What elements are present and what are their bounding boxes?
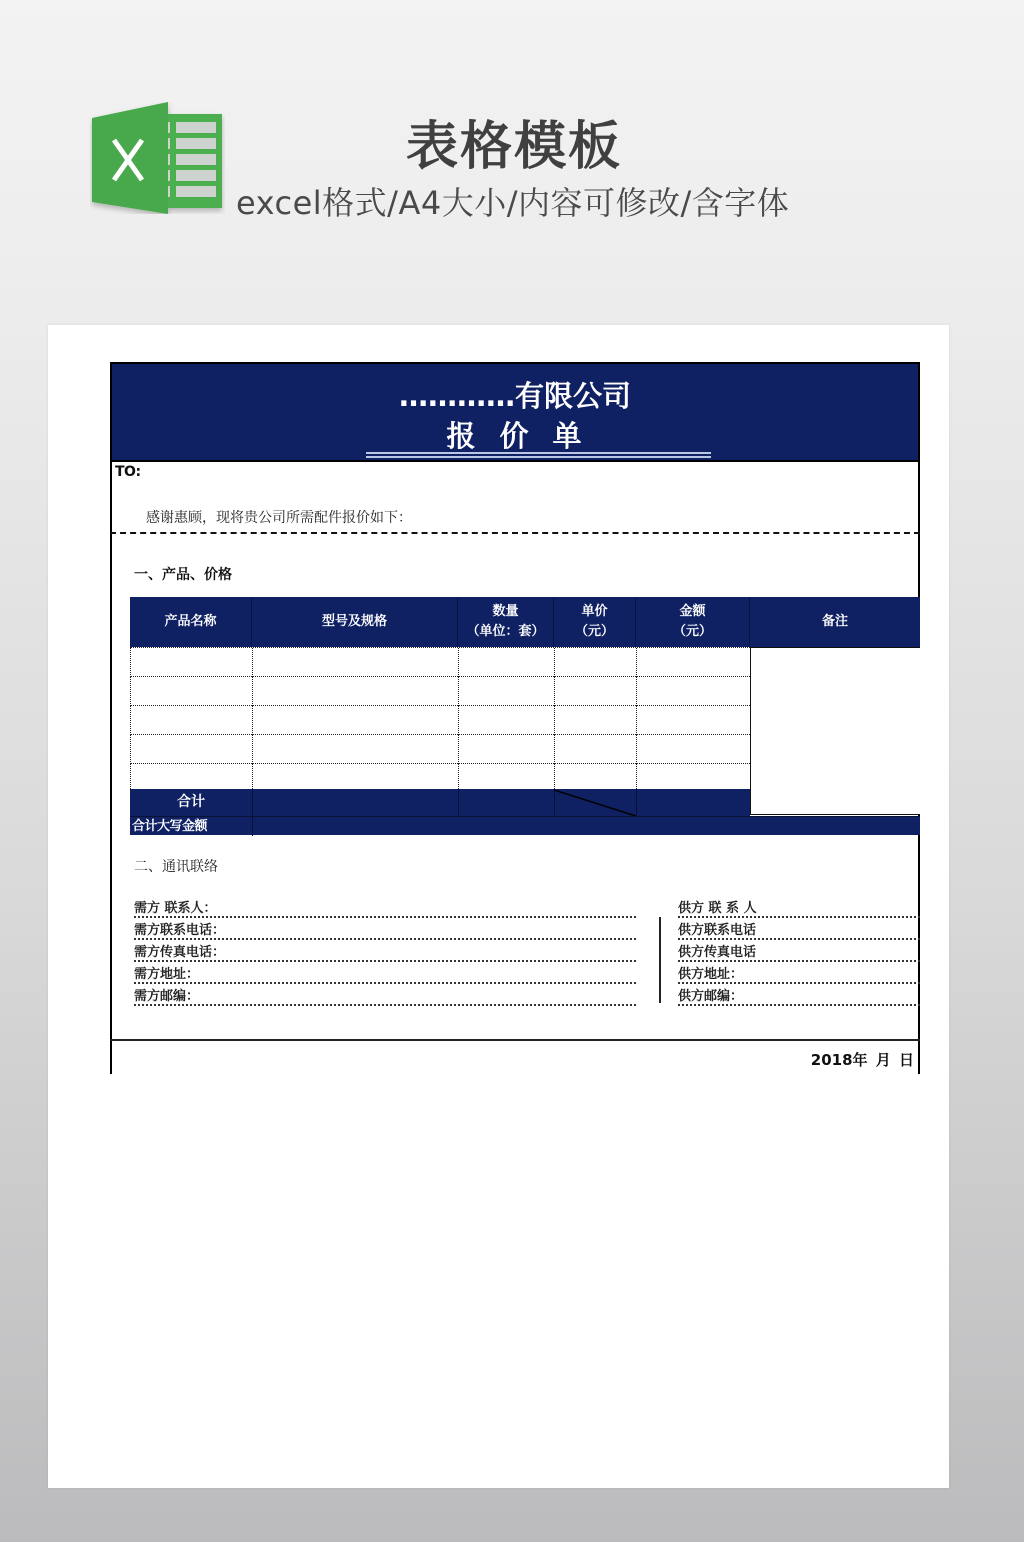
cell-model-spec[interactable]: [252, 648, 458, 677]
table-row: [130, 647, 750, 676]
field-label: 供方 联 系 人: [678, 901, 757, 916]
document-title: 报价单: [446, 419, 606, 453]
section-products-title: 一、产品、价格: [134, 567, 232, 583]
cell-unit-price[interactable]: [554, 735, 636, 764]
supplier-contact-person-field[interactable]: [678, 896, 920, 918]
total-model-cell: [252, 789, 458, 816]
banner-title: 表格模板: [405, 117, 622, 177]
cell-quantity[interactable]: [458, 648, 554, 677]
company-name: …………有限公司: [398, 379, 631, 413]
total-amount-cell[interactable]: [636, 789, 750, 816]
supplier-fax-field[interactable]: [678, 940, 920, 962]
supplier-postcode-field[interactable]: [678, 984, 920, 1006]
column-header-model-spec: [252, 597, 458, 647]
cell-product-name[interactable]: [130, 706, 252, 735]
supplier-contact-list: [678, 896, 920, 1006]
cell-quantity[interactable]: [458, 735, 554, 764]
table-row: [130, 763, 750, 792]
total-in-words-label: 合计大写金额: [132, 819, 208, 834]
field-label: 供方联系电话: [678, 923, 757, 938]
buyer-contact-list: [134, 896, 636, 1006]
table-header-row: [130, 597, 920, 647]
contact-column-divider: [659, 917, 661, 1003]
field-label: 供方邮编：: [678, 989, 744, 1004]
cell-product-name[interactable]: [130, 735, 252, 764]
date-field[interactable]: 2018年 月 日: [810, 1051, 914, 1069]
column-header-product-name: [130, 597, 252, 647]
total-in-words-row: [130, 816, 920, 835]
cell-unit-price[interactable]: [554, 648, 636, 677]
greeting-text: 感谢惠顾，现将贵公司所需配件报价如下：: [146, 510, 412, 526]
field-label: 需方邮编：: [134, 989, 200, 1004]
column-header-quantity: [458, 597, 554, 647]
column-header-unit: （元）: [672, 624, 712, 639]
table-row: [130, 734, 750, 763]
column-header-label: 金额: [679, 604, 706, 619]
cell-quantity[interactable]: [458, 706, 554, 735]
recipient-block: [110, 460, 920, 532]
cell-amount[interactable]: [636, 735, 750, 764]
column-header-label: 单价: [581, 604, 608, 619]
field-label: 需方地址：: [134, 967, 200, 982]
field-label: 需方 联系人：: [134, 901, 217, 916]
cell-amount[interactable]: [636, 648, 750, 677]
total-row: [130, 789, 750, 816]
column-header-unit-price: [554, 597, 636, 647]
total-quantity-cell[interactable]: [458, 789, 554, 816]
quotation-sheet: [110, 362, 920, 1074]
supplier-phone-field[interactable]: [678, 918, 920, 940]
field-label: 需方传真电话：: [134, 945, 226, 960]
column-header-label: 备注: [821, 614, 848, 629]
table-row: [130, 705, 750, 734]
buyer-fax-field[interactable]: [134, 940, 636, 962]
field-label: 需方联系电话：: [134, 923, 226, 938]
table-row: [130, 676, 750, 705]
cell-unit-price[interactable]: [554, 706, 636, 735]
column-header-label: 产品名称: [164, 614, 217, 629]
remarks-cell[interactable]: [750, 647, 920, 815]
column-header-label: 型号及规格: [321, 614, 387, 629]
header-band: [110, 362, 920, 462]
section-contact-title: 二、通讯联络: [134, 859, 218, 875]
buyer-postcode-field[interactable]: [134, 984, 636, 1006]
cell-divider: [252, 817, 253, 836]
field-label: 供方地址：: [678, 967, 744, 982]
supplier-address-field[interactable]: [678, 962, 920, 984]
cell-amount[interactable]: [636, 677, 750, 706]
column-header-amount: [636, 597, 750, 647]
footer-rule: [110, 1039, 920, 1041]
cell-product-name[interactable]: [130, 677, 252, 706]
diagonal-strike-icon: [554, 789, 636, 816]
cell-quantity[interactable]: [458, 677, 554, 706]
cell-amount[interactable]: [636, 706, 750, 735]
title-underline: [366, 452, 711, 458]
to-label: TO:: [115, 464, 141, 480]
cell-model-spec[interactable]: [252, 706, 458, 735]
cell-unit-price[interactable]: [554, 677, 636, 706]
column-header-label: 数量: [492, 604, 519, 619]
buyer-phone-field[interactable]: [134, 918, 636, 940]
field-label: 供方传真电话: [678, 945, 757, 960]
column-header-remarks: [750, 597, 920, 647]
column-header-unit: （单位：套）: [466, 624, 545, 639]
buyer-contact-person-field[interactable]: [134, 896, 636, 918]
cell-model-spec[interactable]: [252, 735, 458, 764]
buyer-address-field[interactable]: [134, 962, 636, 984]
column-header-unit: （元）: [574, 624, 614, 639]
cell-model-spec[interactable]: [252, 677, 458, 706]
cell-product-name[interactable]: [130, 648, 252, 677]
total-label: 合计: [177, 794, 205, 810]
banner-subtitle: excel格式/A4大小/内容可修改/含字体: [236, 184, 790, 222]
